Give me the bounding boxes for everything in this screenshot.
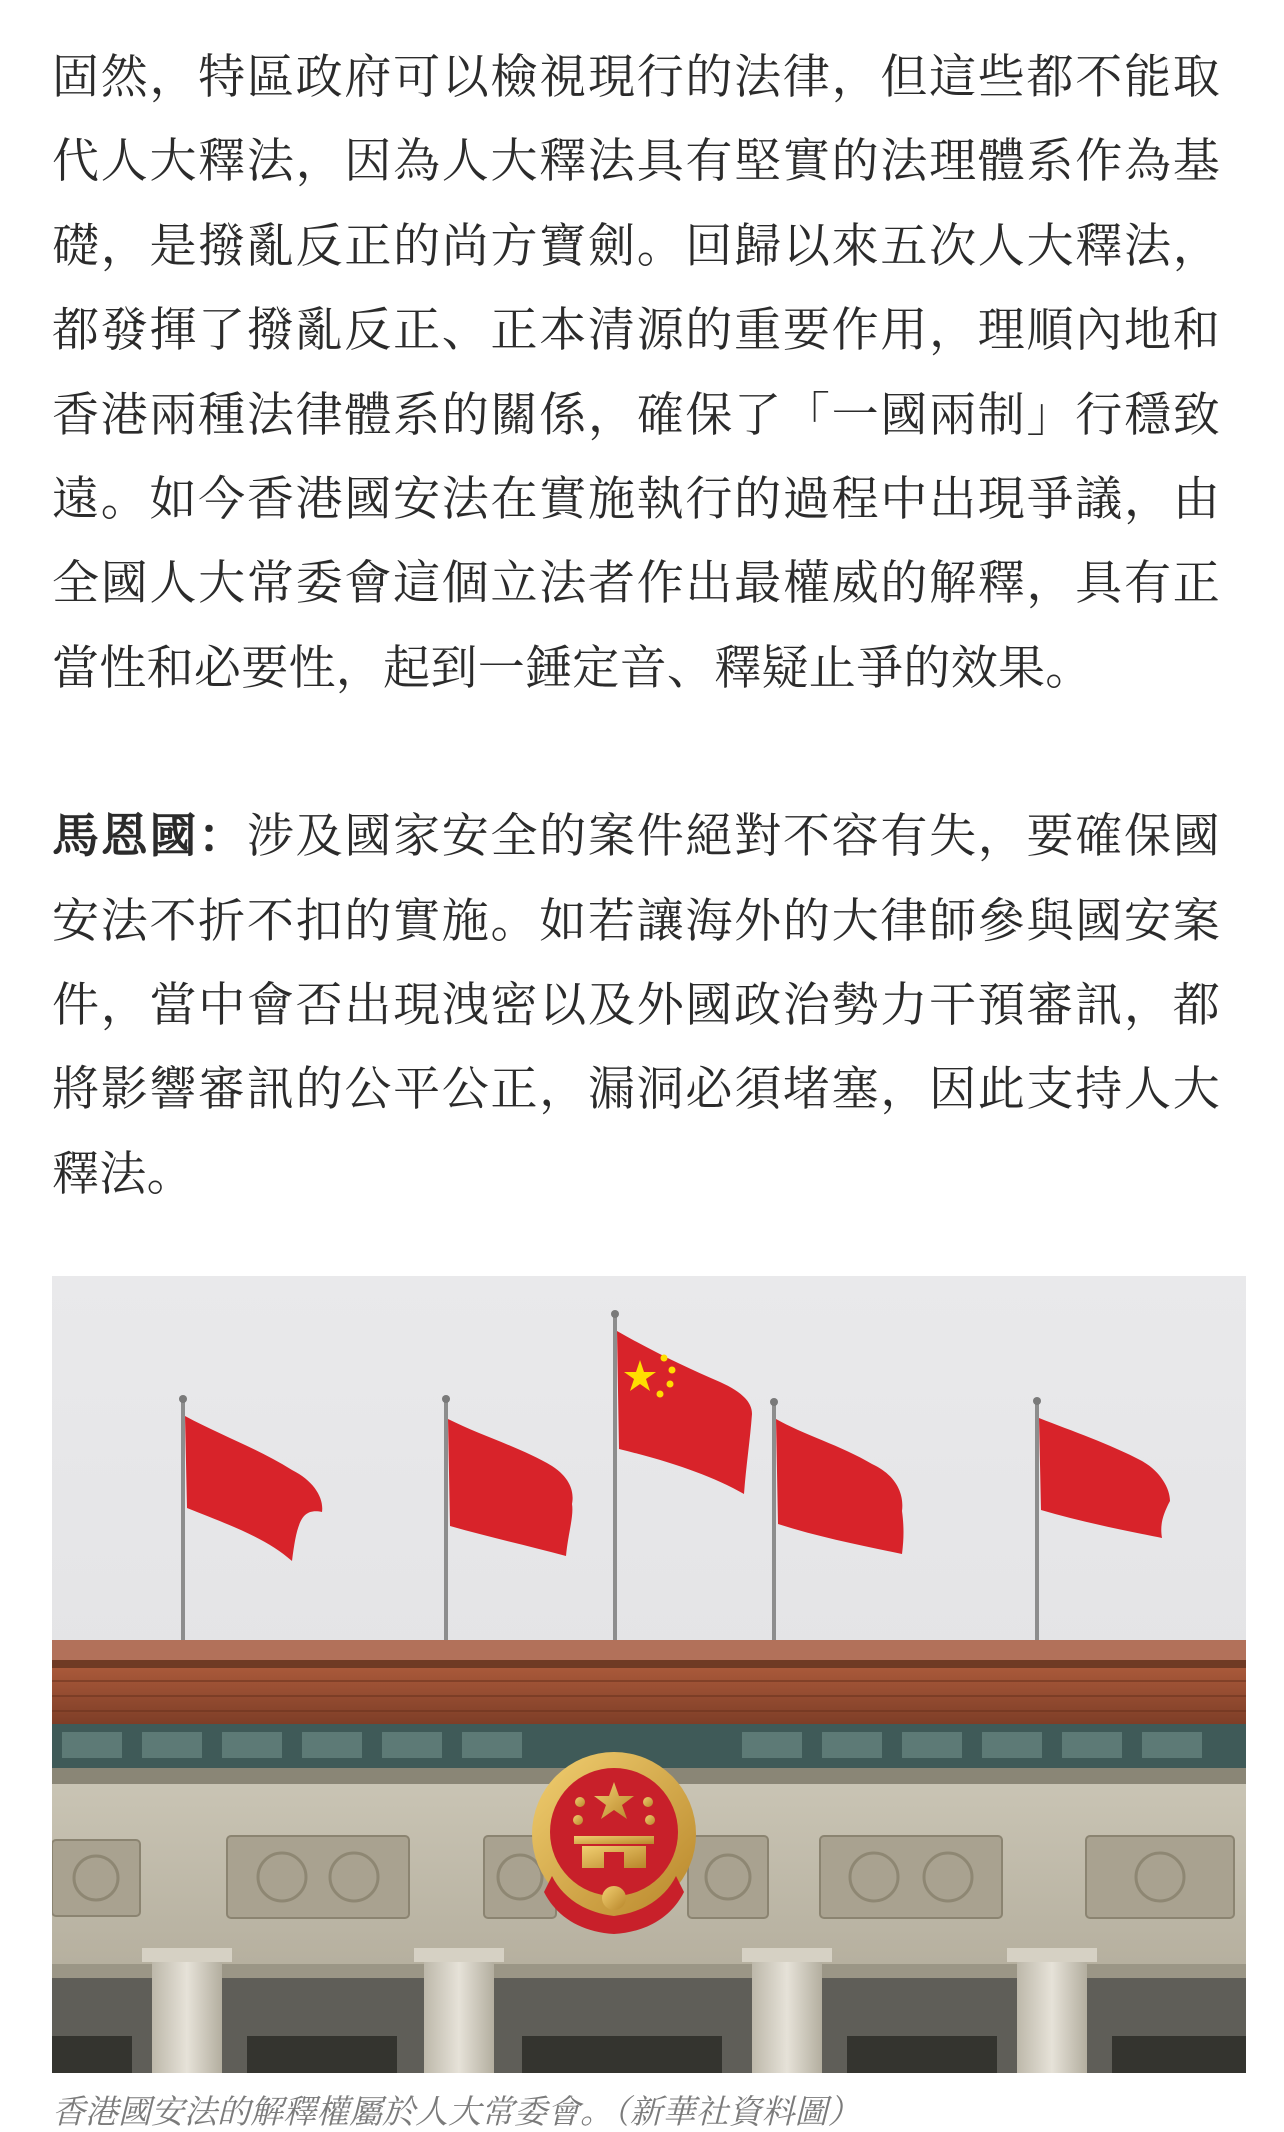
- article-paragraph: 固然，特區政府可以檢視現行的法律，但這些都不能取代人大釋法，因為人大釋法具有堅實的法理體系作為基礎，是撥亂反正的尚方寶劍。回歸以來五次人大釋法，都發揮了撥亂反正、正本清源的重要作用，理順內地和香港兩種法律體系的關係，確保了「一國兩制」行穩致遠。如今香港國安法在實施執行的過程中出現爭議，由全國人大常委會這個立法者作出最權威的解釋，具有正當性和必要性，起到一錘定音、釋疑止爭的效果。: [52, 50, 1220, 696]
- speaker-name: 馬恩國：: [52, 809, 247, 865]
- national-emblem-icon: [532, 1752, 696, 1934]
- quote-text: 涉及國家安全的案件絕對不容有失，要確保國安法不折不扣的實施。如若讓海外的大律師參與國安案件，當中會否出現洩密以及外國政治勢力干預審訊，都將影響審訊的公平公正，漏洞必須堵塞，因此支持人大釋法。: [52, 809, 1220, 1202]
- article-body: [52, 36, 1220, 1217]
- photo-caption: 香港國安法的解釋權屬於人大常委會。（新華社資料圖）: [52, 2092, 861, 2131]
- flags-over-great-hall-image: [52, 1276, 1246, 2073]
- article-paragraph-quote: [52, 795, 1220, 1217]
- article-photo: [52, 1276, 1246, 2073]
